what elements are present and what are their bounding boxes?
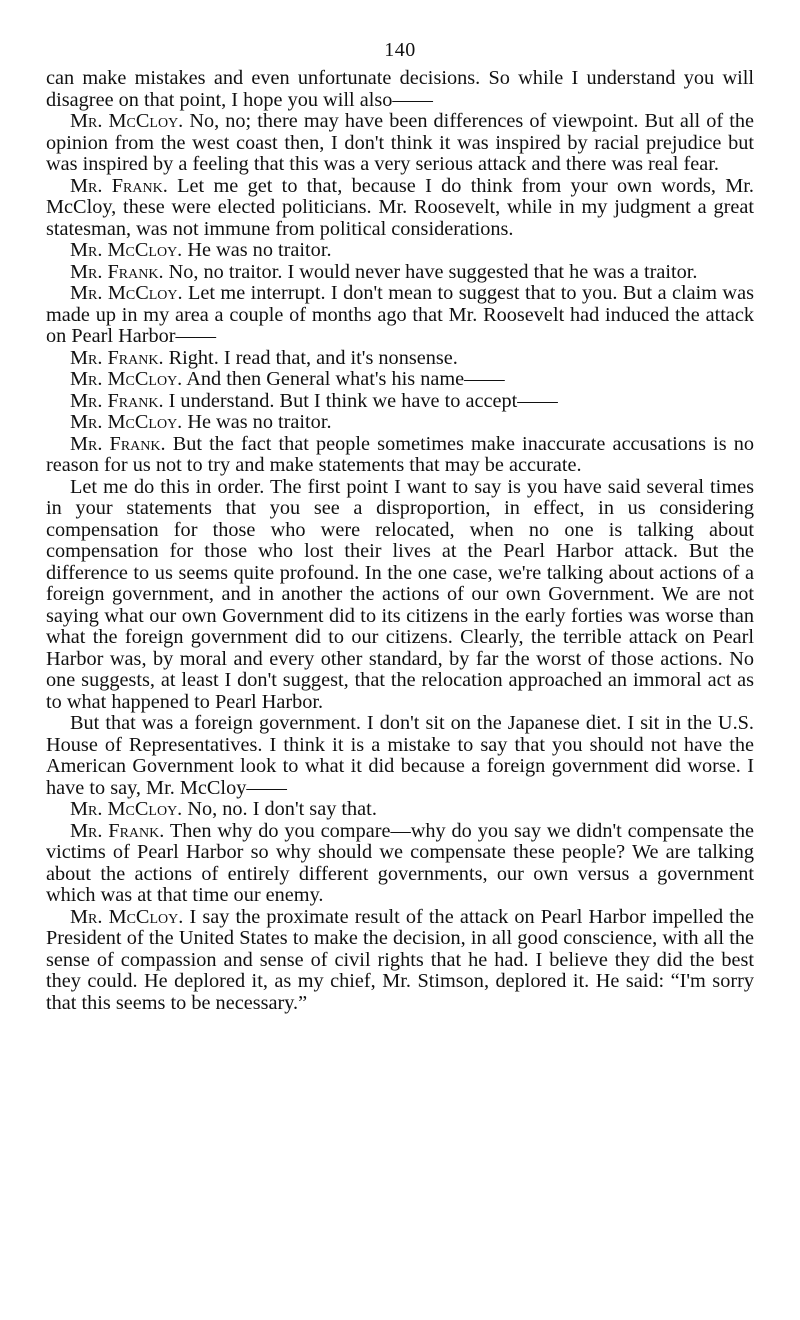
paragraph	[46, 240, 754, 262]
paragraph-text: Let me interrupt. I don't mean to suggest that to you. But a claim was made up in my area a couple of months ago that Mr. Roosevelt had induced the attack on Pearl Harbor——	[46, 282, 754, 347]
speaker-label: Mr. Frank.	[70, 389, 164, 412]
paragraph-text: He was no traitor.	[187, 239, 332, 261]
speaker-label: Mr. McCloy.	[70, 368, 183, 390]
paragraph	[46, 68, 754, 111]
paragraph	[46, 821, 754, 907]
speaker-label: Mr. McCloy.	[70, 282, 183, 304]
paragraph-text: can make mistakes and even unfortunate decisions. So while I understand you will disagree on that point, I hope you will also——	[46, 67, 754, 111]
paragraph	[46, 111, 754, 176]
paragraph-text: No, no. I don't say that.	[187, 798, 377, 820]
paragraph	[46, 713, 754, 799]
paragraph-text: No, no traitor. I would never have suggested that he was a traitor.	[168, 260, 698, 283]
speaker-label: Mr. McCloy.	[70, 411, 183, 433]
page-number: 140	[384, 39, 416, 61]
speaker-label: Mr. Frank.	[70, 346, 164, 369]
paragraph-text: But that was a foreign government. I don't sit on the Japanese diet. I sit in the U.S. House of Representatives. I think it is a mistake to say that you should not have the American Government look to what it did because a foreign government did worse. I have to say, Mr. McCloy——	[46, 712, 754, 799]
paragraph	[46, 799, 754, 821]
paragraph-text: I say the proximate result of the attack on Pearl Harbor impelled the President of the United States to make the decision, in all good conscience, with all the sense of compassion and sense of civil rights that he had. I believe they did the best they could. He deplored it, as my chief, Mr. Stimson, deplored it. He said: “I'm sorry that this seems to be necessary.”	[46, 905, 754, 1014]
paragraph	[46, 412, 754, 434]
paragraph	[46, 391, 754, 413]
paragraph	[46, 348, 754, 370]
speaker-label: Mr. Frank.	[70, 819, 165, 842]
paragraph-text: Then why do you compare—why do you say we didn't compensate the victims of Pearl Harbor so why should we compensate these people? We are talking about the actions of entirely different governments, our own versus a government which was at that time our enemy.	[46, 819, 755, 906]
speaker-label: Mr. Frank.	[70, 174, 168, 197]
paragraph-text: But the fact that people sometimes make inaccurate accusations is no reason for us not to try and make statements that may be accurate.	[46, 432, 754, 476]
paragraph-text: He was no traitor.	[187, 411, 332, 433]
paragraph	[46, 262, 754, 284]
paragraph-text: And then General what's his name——	[186, 368, 505, 390]
paragraph	[46, 176, 754, 241]
paragraph-text: Let me do this in order. The first point I want to say is you have said several times in your statements that you see a disproportion, in effect, in us considering compensation for those who were relocated, when no one is talking about compensation for those who lost their lives at the Pearl Harbor attack. But the difference to us seems quite profound. In the one case, we're talking about actions of a foreign government, and in another the actions of our own Government. We are not saying what our own Government did to its citizens in the early forties was worse than what the foreign government did to our citizens. Clearly, the terrible attack on Pearl Harbor was, by moral and every other standard, by far the worst of those actions. No one suggests, at least I don't suggest, that the relocation approached an immoral act as to what happened to Pearl Harbor.	[46, 475, 754, 713]
paragraph	[46, 907, 754, 1015]
paragraph-text: No, no; there may have been differences of viewpoint. But all of the opinion from the west coast then, I don't think it was inspired by racial prejudice but was inspired by a feeling that this was a very serious attack and there was real fear.	[46, 110, 754, 175]
paragraph	[46, 283, 754, 348]
document-body	[46, 68, 754, 1014]
paragraph-text: Let me get to that, because I do think from your own words, Mr. McCloy, these were elected politicians. Mr. Roosevelt, while in my judgment a great statesman, was not immune from political considerations.	[46, 174, 754, 240]
paragraph-text: Right. I read that, and it's nonsense.	[168, 346, 458, 369]
speaker-label: Mr. McCloy.	[70, 110, 184, 132]
speaker-label: Mr. Frank.	[70, 432, 166, 455]
speaker-label: Mr. Frank.	[70, 260, 164, 283]
paragraph-text: I understand. But I think we have to accept——	[168, 389, 558, 412]
speaker-label: Mr. McCloy.	[70, 798, 183, 820]
paragraph	[46, 477, 754, 714]
document-page	[46, 38, 754, 1014]
speaker-label: Mr. McCloy.	[70, 239, 183, 261]
paragraph	[46, 369, 754, 391]
speaker-label: Mr. McCloy.	[70, 905, 184, 928]
paragraph	[46, 434, 754, 477]
